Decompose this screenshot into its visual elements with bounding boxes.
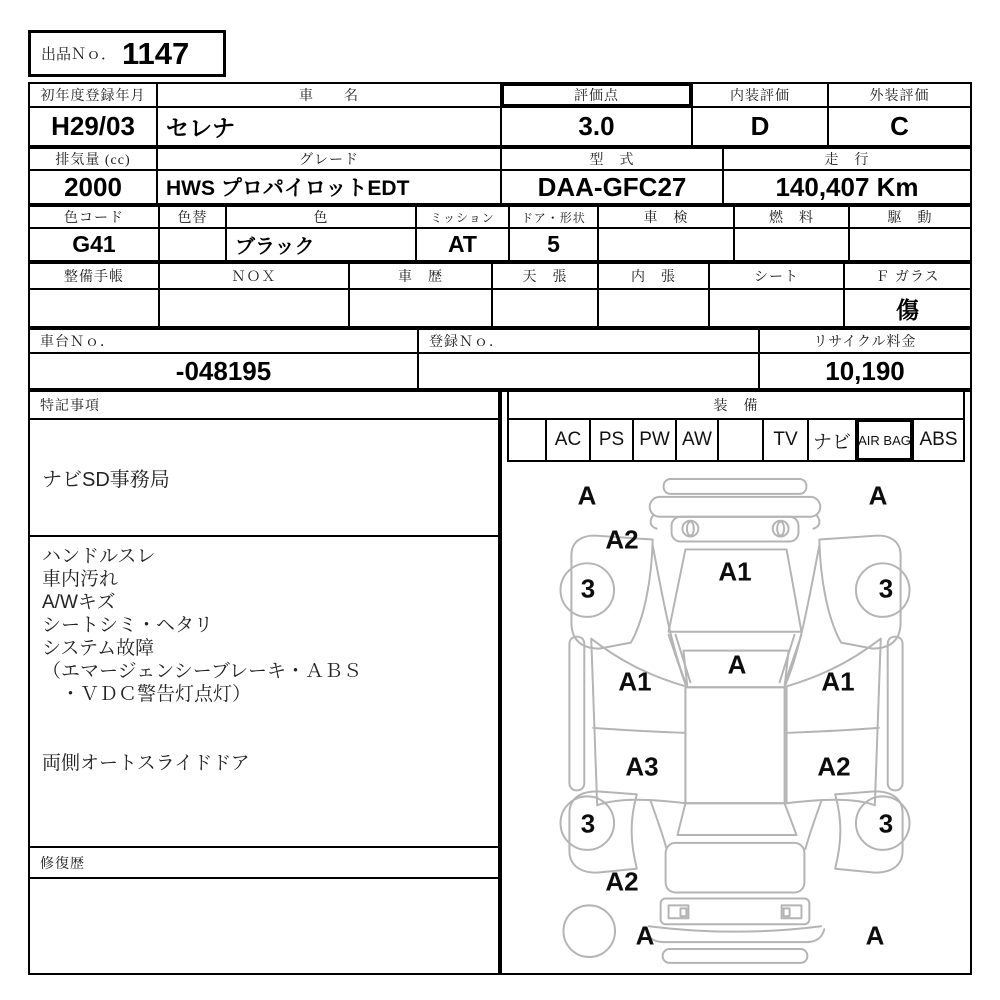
spare-tire: [563, 905, 615, 957]
fuel-label: 燃 料: [735, 207, 848, 229]
row-color-mission-doors: [28, 205, 972, 262]
damage-mark-front-left: A: [577, 480, 597, 511]
special-notes-block1: [30, 420, 498, 537]
special-notes-block2: [30, 537, 498, 848]
cell-color-change: [160, 207, 227, 260]
headlight-right-lens: [777, 522, 784, 536]
cell-front-glass: [845, 264, 970, 326]
service-book-value: [30, 290, 158, 326]
row-registration-name-scores: [28, 82, 972, 147]
cell-grade-score: [502, 84, 693, 145]
car-history-value: [350, 290, 491, 326]
cell-door-trim: [599, 264, 710, 326]
car-damage-diagram: [502, 462, 970, 973]
first-registration-value: H29/03: [51, 111, 135, 141]
recycle-fee-label: リサイクル料金: [760, 330, 970, 354]
special-notes-block1-text: ナビSD事務局: [42, 469, 170, 491]
mileage-label: 走 行: [724, 149, 970, 171]
auction-number-label: 出品Ｎｏ．: [41, 47, 117, 63]
cell-exterior-score: [829, 84, 970, 145]
equip-cell-ac: AC: [547, 420, 591, 460]
equip-cell-pw: PW: [634, 420, 677, 460]
grade-score-label: 評価点: [502, 84, 691, 108]
rear-bumper-upper: [649, 926, 822, 931]
doors-value: 5: [547, 231, 560, 257]
row-chassis-registration-recycle: [28, 328, 972, 390]
registration-no-value: [419, 354, 758, 388]
interior-score-label: 内装評価: [693, 84, 827, 108]
model-code-label: 型 式: [502, 149, 722, 171]
rear-window: [678, 803, 797, 835]
seat-value: [710, 290, 843, 326]
note-line: 両側オートスライドドア: [42, 753, 250, 774]
color-label: 色: [227, 207, 415, 229]
damage-mark-rear-fender-left: A2: [605, 866, 639, 897]
damage-mark-front-door-left: A1: [618, 666, 652, 697]
damage-mark-wheel-front-right: 3: [878, 573, 894, 604]
special-notes-label: 特記事項: [30, 392, 498, 420]
color-code-label: 色コード: [30, 207, 158, 229]
headlight-left: [682, 521, 698, 537]
equip-cell-abs: ABS: [919, 429, 958, 450]
cell-recycle-fee: [760, 330, 970, 388]
cell-seat: [710, 264, 845, 326]
cell-interior-score: [693, 84, 829, 145]
seat-label: シート: [710, 264, 843, 290]
grade-value: HWS プロパイロットEDT: [166, 177, 410, 200]
front-top-bar: [664, 479, 807, 494]
taillight-left-inner: [680, 908, 686, 916]
damage-mark-front-fender-left: A2: [605, 524, 639, 555]
equip-cell-aw: AW: [677, 420, 719, 460]
rear-panel: [661, 898, 810, 924]
c-pillar-left: [651, 801, 667, 849]
chassis-no-value: -048195: [175, 355, 272, 386]
note-line: 車内汚れ: [42, 569, 119, 590]
note-line: システム故障: [42, 638, 155, 659]
damage-mark-rear-right: A: [865, 920, 885, 951]
cell-inspection: [599, 207, 735, 260]
rear-bottom-bar: [663, 949, 808, 963]
door-divider-right: [787, 728, 879, 733]
color-change-value: [160, 229, 225, 260]
cell-doors: [510, 207, 599, 260]
cabin-roof: [685, 687, 784, 803]
mileage-value: 140,407 Km: [775, 171, 919, 202]
nox-value: [160, 290, 348, 326]
note-line: ハンドルスレ: [42, 546, 156, 567]
auction-number-value: 1147: [122, 35, 190, 71]
cell-headliner: [493, 264, 599, 326]
damage-mark-wheel-rear-left: 3: [580, 808, 596, 839]
cell-registration-no: [419, 330, 760, 388]
model-code-value: DAA-GFC27: [537, 171, 687, 202]
note-line: （エマージェンシーブレーキ・ＡＢＳ: [42, 661, 363, 682]
color-change-label: 色替: [160, 207, 225, 229]
c-pillar-right: [805, 801, 821, 849]
note-line: [42, 706, 498, 729]
side-sill-right: [888, 637, 903, 791]
inspection-value: [599, 229, 733, 260]
drivetrain-value: [850, 229, 970, 260]
drivetrain-label: 駆 動: [850, 207, 970, 229]
displacement-value: 2000: [64, 171, 122, 202]
damage-mark-front-door-right: A1: [821, 666, 855, 697]
front-glass-value: 傷: [896, 296, 919, 323]
car-name-label: 車 名: [158, 84, 500, 108]
headliner-label: 天 張: [493, 264, 597, 290]
displacement-label: 排気量 (cc): [30, 149, 156, 171]
equip-cell-empty-1: [509, 420, 547, 460]
equipment-row: [509, 420, 963, 460]
damage-mark-rear-door-left: A3: [625, 751, 659, 782]
front-bumper: [650, 497, 821, 517]
headliner-value: [493, 290, 597, 326]
equip-cell-tv: TV: [764, 420, 809, 460]
damage-mark-front-right: A: [868, 480, 888, 511]
interior-score-value: D: [750, 111, 770, 141]
headlight-right: [773, 521, 789, 537]
repair-history-box: [30, 879, 498, 973]
nox-label: ＮＯＸ: [160, 264, 348, 290]
note-line: [42, 729, 498, 752]
cell-chassis-no: [30, 330, 419, 388]
repair-history-label: 修復歴: [30, 848, 498, 879]
damage-mark-roof: A: [727, 649, 747, 680]
headlight-left-lens: [687, 522, 694, 536]
recycle-fee-value: 10,190: [825, 355, 905, 386]
registration-no-label: 登録Ｎｏ．: [419, 330, 758, 354]
cell-fuel: [735, 207, 850, 260]
color-code-value: G41: [72, 231, 116, 257]
color-value: ブラック: [235, 236, 315, 258]
cell-displacement: [30, 149, 158, 203]
inspection-label: 車 検: [599, 207, 733, 229]
note-line: ・ＶＤＣ警告灯点灯）: [42, 684, 252, 705]
door-trim-label: 内 張: [599, 264, 708, 290]
grade-label: グレード: [158, 149, 500, 171]
cell-car-history: [350, 264, 493, 326]
door-trim-value: [599, 290, 708, 326]
doors-label: ドア・形状: [510, 207, 597, 229]
row-maintenance-interior-glass: [28, 262, 972, 328]
note-line: シートシミ・ヘタリ: [42, 615, 214, 636]
equip-cell-airbag: AIR BAG: [857, 420, 914, 460]
grade-score-value: 3.0: [578, 111, 615, 141]
cell-nox: [160, 264, 350, 326]
car-history-label: 車 歴: [350, 264, 491, 290]
transmission-value: AT: [448, 231, 477, 257]
equipment-label: 装 備: [509, 392, 963, 420]
door-divider-left: [593, 728, 685, 733]
cell-mileage: [724, 149, 970, 203]
note-line: A/Wキズ: [42, 592, 116, 613]
front-glass-label: Ｆ ガラス: [845, 264, 970, 290]
equip-cell-ps: PS: [591, 420, 634, 460]
auction-number-box: [28, 30, 226, 77]
tailgate: [666, 843, 805, 893]
damage-mark-wheel-front-left: 3: [580, 573, 596, 604]
equip-cell-navi: ナビ: [809, 420, 857, 460]
taillight-right-inner: [784, 908, 790, 916]
service-book-label: 整備手帳: [30, 264, 158, 290]
exterior-score-label: 外装評価: [829, 84, 970, 108]
damage-mark-hood: A1: [718, 556, 752, 587]
side-sill-left: [569, 637, 584, 791]
special-notes-column: [28, 390, 500, 975]
damage-mark-wheel-rear-right: 3: [878, 808, 894, 839]
damage-mark-rear-door-right: A2: [817, 751, 851, 782]
car-name-value: セレナ: [166, 115, 235, 141]
equipment-table: [507, 392, 965, 462]
equipment-diagram-column: [500, 390, 972, 975]
cell-first-registration: [30, 84, 158, 145]
cell-drivetrain: [850, 207, 970, 260]
cell-color: [227, 207, 417, 260]
equip-cell-empty-2: [719, 420, 764, 460]
car-top-view-drawing: [502, 462, 970, 973]
exterior-score-value: C: [890, 111, 909, 141]
fuel-value: [735, 229, 848, 260]
damage-mark-rear-left: A: [635, 920, 655, 951]
cell-color-code: [30, 207, 160, 260]
cell-transmission: [417, 207, 510, 260]
cell-car-name: [158, 84, 502, 145]
cell-service-book: [30, 264, 160, 326]
first-registration-label: 初年度登録年月: [30, 84, 156, 108]
chassis-no-label: 車台Ｎｏ．: [30, 330, 417, 354]
transmission-label: ミッション: [417, 207, 508, 229]
row-displacement-grade-model-mileage: [28, 147, 972, 205]
cell-model-code: [502, 149, 724, 203]
cell-grade: [158, 149, 502, 203]
